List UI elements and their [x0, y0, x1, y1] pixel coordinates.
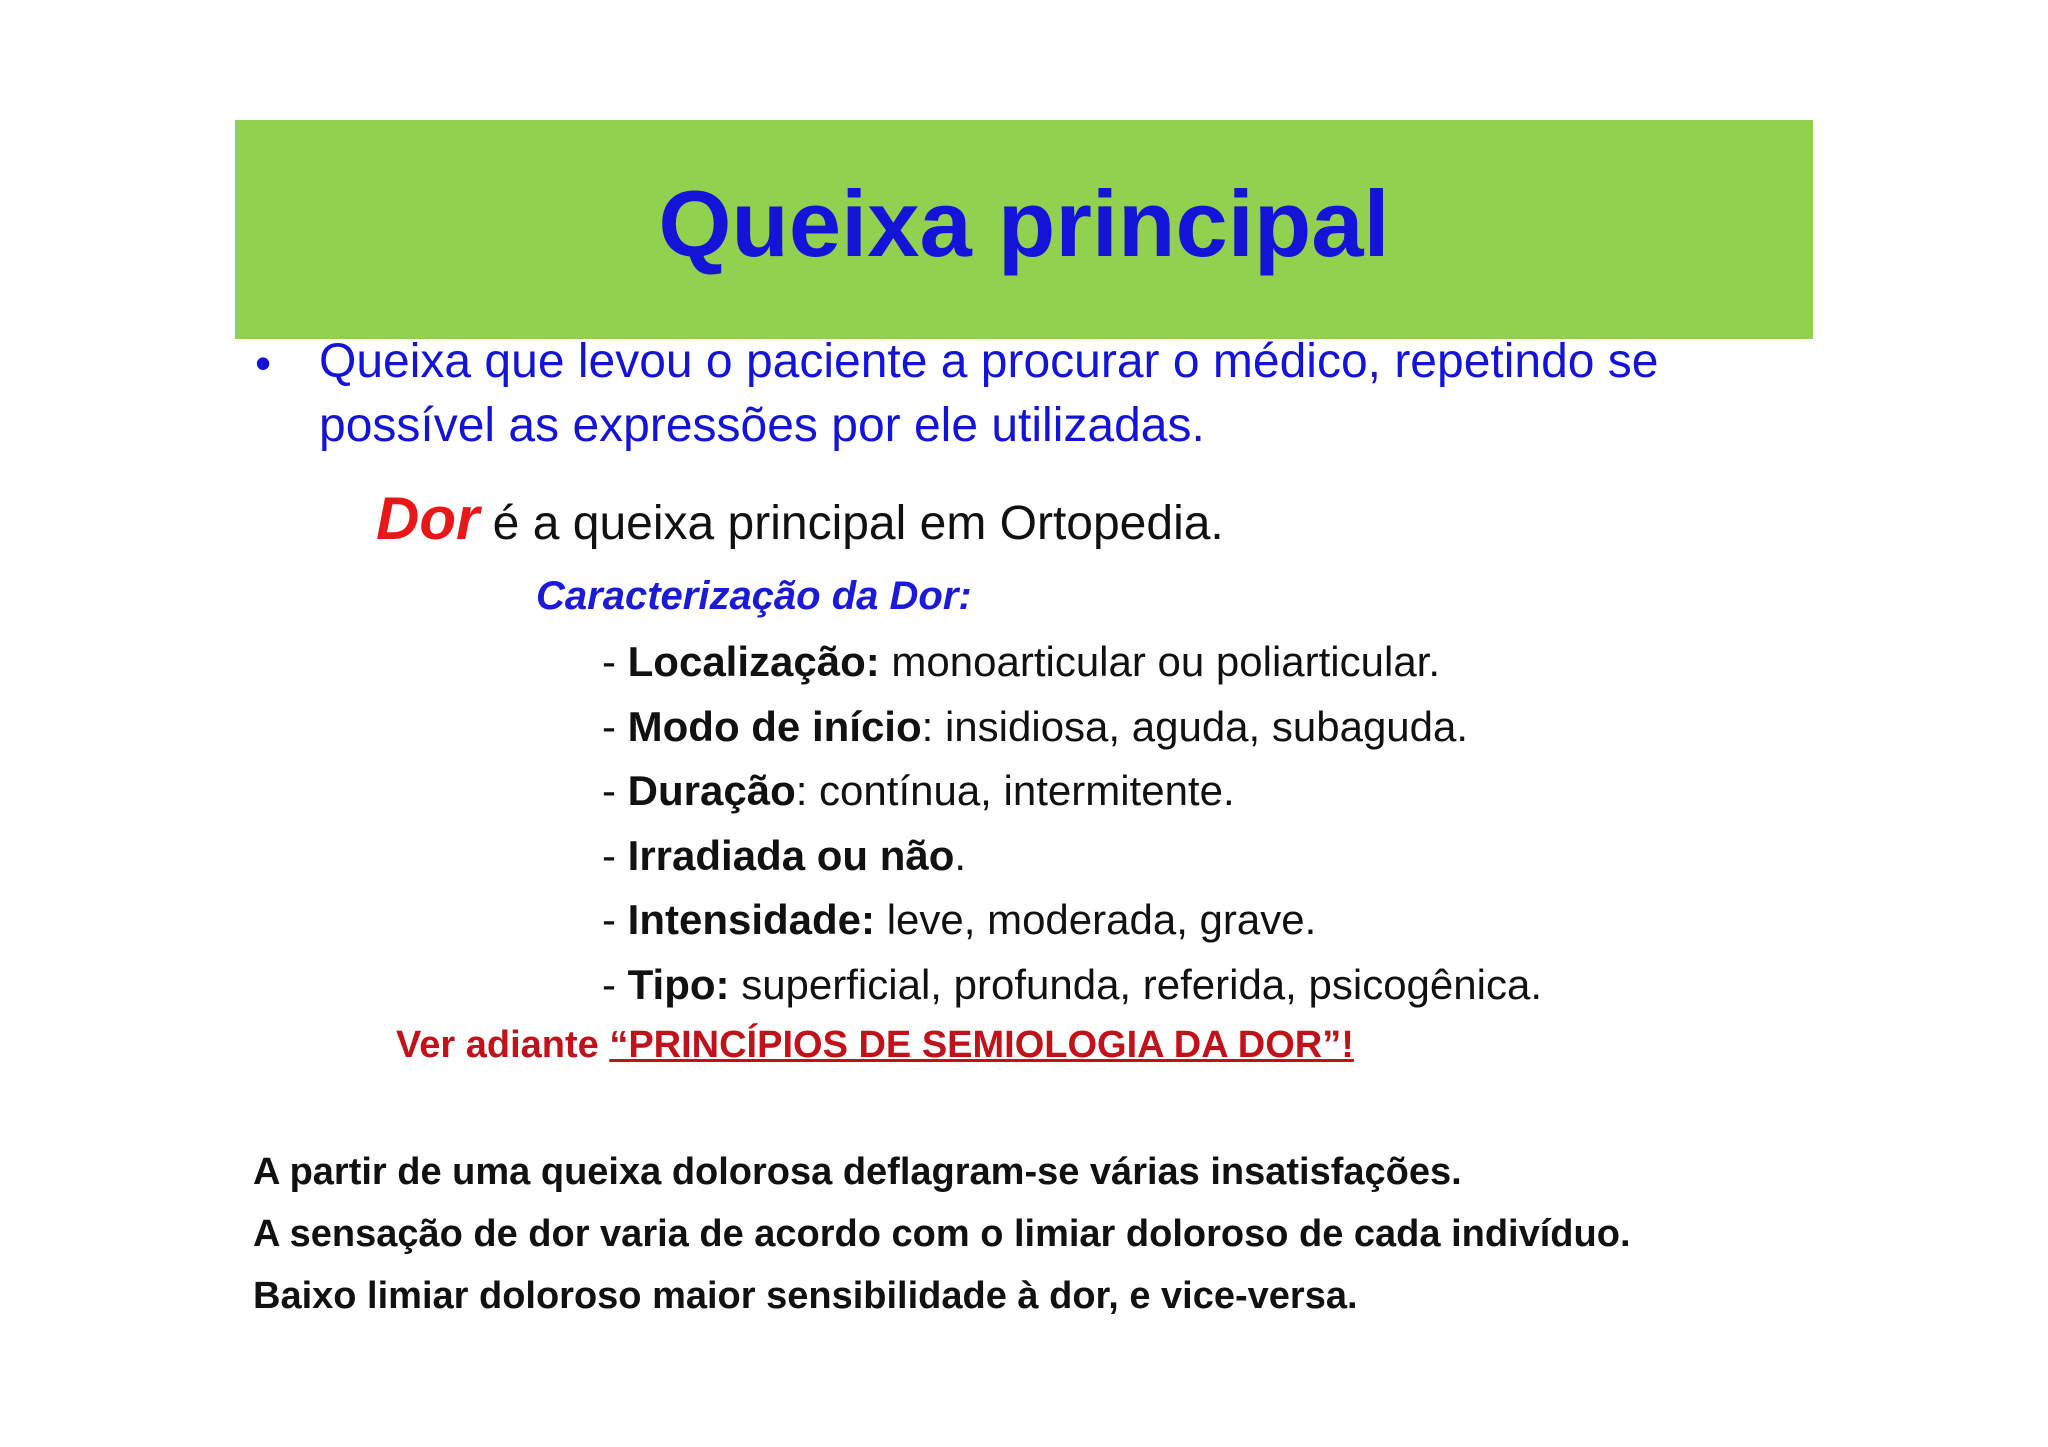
list-item-label: Localização: [627, 638, 880, 685]
dor-statement [376, 484, 1224, 553]
list-item-text: leve, moderada, grave. [875, 896, 1317, 943]
list-item-label: Duração [627, 767, 796, 814]
list-item-label: Modo de início [627, 702, 922, 750]
semiologia-link[interactable]: “PRINCÍPIOS DE SEMIOLOGIA DA DOR”! [609, 1024, 1354, 1066]
ver-adiante-prefix: Ver adiante [396, 1024, 610, 1066]
list-item-label: Tipo: [627, 960, 730, 1008]
dor-keyword: Dor [376, 485, 480, 552]
list-item: - Localização: monoarticular ou poliarticular. [602, 638, 1441, 685]
list-item-text: monoarticular ou poliarticular. [879, 638, 1441, 685]
slide-title: Queixa principal [658, 171, 1390, 276]
list-item: - Duração: contínua, intermitente. [602, 767, 1235, 814]
list-item: - Modo de início: insidiosa, aguda, subaguda. [602, 702, 1469, 750]
bullet-text: Queixa que levou o paciente a procurar o médico, repetindo se possível as expressões por ele utilizadas. [319, 335, 1659, 452]
list-item-label: Irradiada ou não [627, 831, 955, 879]
list-item-label: Intensidade: [627, 896, 876, 943]
closing-line: A partir de uma queixa dolorosa deflagram-se várias insatisfações. [253, 1151, 1462, 1193]
ver-adiante-note [396, 1024, 1354, 1067]
caracterizacao-heading: Caracterização da Dor: [536, 574, 972, 618]
list-item-text: : insidiosa, aguda, subaguda. [921, 702, 1469, 750]
list-item: - Intensidade: leve, moderada, grave. [602, 896, 1317, 943]
list-item: - Tipo: superficial, profunda, referida, psicogênica. [602, 960, 1542, 1008]
list-item-text: superficial, profunda, referida, psicogênica. [729, 960, 1542, 1008]
closing-notes [253, 1144, 1631, 1330]
closing-line: Baixo limiar doloroso maior sensibilidade à dor, e vice-versa. [253, 1275, 1358, 1317]
dor-statement-text: é a queixa principal em Ortopedia. [479, 497, 1224, 550]
bullet-icon: • [255, 337, 272, 389]
list-item-text: : contínua, intermitente. [795, 767, 1235, 814]
closing-line: A sensação de dor varia de acordo com o limiar doloroso de cada indivíduo. [253, 1213, 1631, 1255]
characteristics-list [602, 634, 1542, 1021]
title-band [235, 120, 1813, 339]
list-item-text: . [954, 831, 967, 879]
list-item: - Irradiada ou não. [602, 831, 967, 879]
